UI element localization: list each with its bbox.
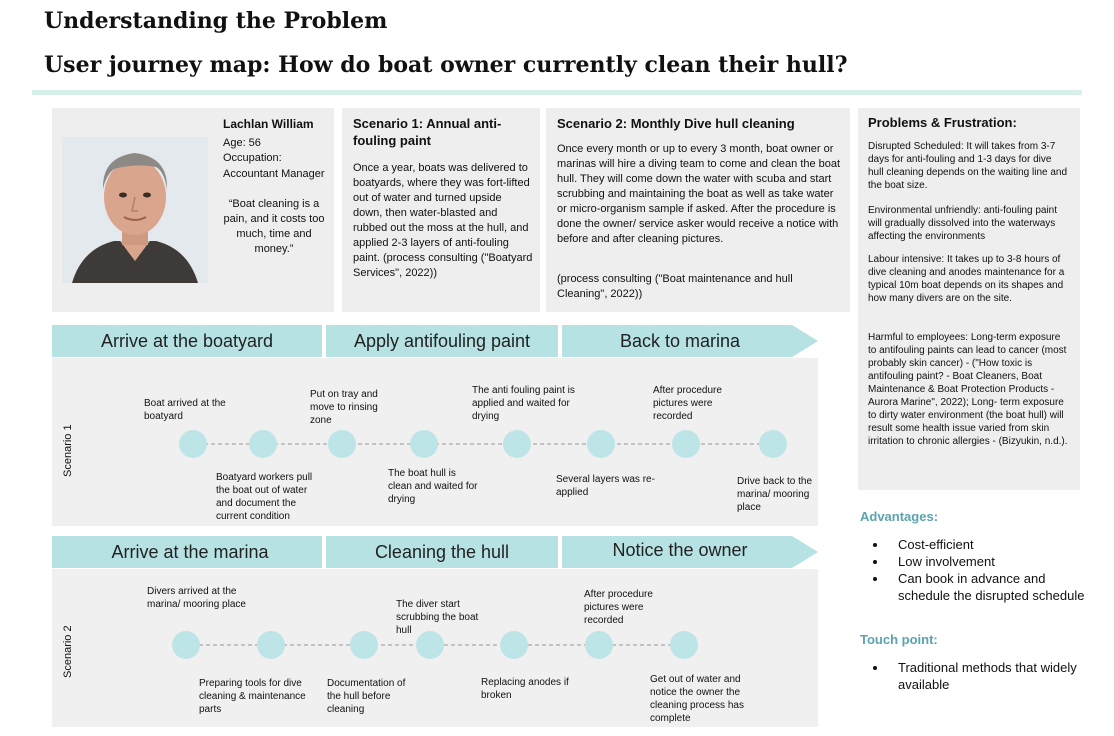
journey-node xyxy=(672,430,700,458)
journey-step: Several layers was re-applied xyxy=(556,474,655,498)
scenario2-body: Once every month or up to every 3 month, boat owner or marinas will hire a diving team to come and clean the boat hull. They will come down the water with scuba and start scrubbing and maintaining the boat as well as take water or micro-organism sample if asked. After the procedure is done the owner/ service asker would receive a notice with before and after cleaning pictures. xyxy=(557,143,841,245)
journey-step: Drive back to the marina/ mooring place xyxy=(737,476,813,513)
journey-node xyxy=(257,631,285,659)
journey1-phase-bar xyxy=(52,325,818,357)
journey-node xyxy=(670,631,698,659)
touchpoint-list xyxy=(868,659,1088,693)
page-subtitle: User journey map: How do boat owner currently clean their hull? xyxy=(44,52,848,78)
problem-item: Labour intensive: It takes up to 3-8 hours of dive cleaning and anodes maintenance for a typical 10m boat depends on its shapes and how many divers are on the site. xyxy=(868,254,1065,304)
journey-node xyxy=(587,430,615,458)
journey-step: The boat hull is clean and waited for drying xyxy=(388,468,478,505)
persona-occupation: Accountant Manager xyxy=(223,168,325,180)
scenario1-title: Scenario 1: Annual anti-fouling paint xyxy=(353,116,502,148)
touchpoint-title: Touch point: xyxy=(860,632,938,647)
journey-node xyxy=(503,430,531,458)
page-title: Understanding the Problem xyxy=(44,8,388,34)
advantage-item: • Cost-efficient xyxy=(888,536,1088,553)
phase-label: Notice the owner xyxy=(612,539,748,560)
journey-node xyxy=(500,631,528,659)
journey-step: Preparing tools for dive cleaning & maintenance parts xyxy=(199,678,306,715)
problems-title: Problems & Frustration: xyxy=(868,115,1017,130)
persona-age: Age: 56 xyxy=(223,137,261,149)
phase-label: Cleaning the hull xyxy=(374,541,510,562)
advantages-title: Advantages: xyxy=(860,509,939,524)
scenario2-title: Scenario 2: Monthly Dive hull cleaning xyxy=(557,116,795,131)
journey2-label: Scenario 2 xyxy=(62,625,74,678)
phase-label: Arrive at the boatyard xyxy=(100,330,274,351)
persona-photo xyxy=(62,137,208,283)
phase-label: Apply antifouling paint xyxy=(353,330,531,351)
journey-node xyxy=(585,631,613,659)
scenario1-body: Once a year, boats was delivered to boatyards, where they was fort-lifted out of water and turned upside down, then water-blasted and rubbed out the moss at the hull, and applied 2-3 layers of anti-fouling paint. (process consulting ("Boatyard Services", 2022)) xyxy=(353,162,533,279)
advantages-list xyxy=(868,536,1088,604)
journey-node xyxy=(328,430,356,458)
advantage-item: • Can book in advance and schedule the disrupted schedule xyxy=(888,570,1088,604)
journey-node xyxy=(249,430,277,458)
persona-name: Lachlan William xyxy=(223,117,314,131)
journey-step: Boatyard workers pull the boat out of water and document the current condition xyxy=(216,472,313,522)
problem-item: Harmful to employees: Long-term exposure to antifouling paints can lead to cancer (most probably skin cancer) - ("How toxic is antifouling paint? - Boat Cleaners, Boat Maintenance & Boat Protection Products - Aurora Marine", 2022); Long- term exposure to dirty water environment (the boat hull) will result some health issue varied from skin irritation to chronic allergies - (Bizyukin, n.d.). xyxy=(868,332,1068,447)
journey-step: After procedure pictures were recorded xyxy=(584,589,653,626)
scenario2-citation: (process consulting ("Boat maintenance and hull Cleaning", 2022)) xyxy=(557,273,793,300)
journey1-label: Scenario 1 xyxy=(62,424,74,477)
journey-step: The anti fouling paint is applied and waited for drying xyxy=(472,385,575,422)
journey-node xyxy=(759,430,787,458)
journey-step: Documentation of the hull before cleaning xyxy=(327,678,406,715)
persona-quote: “Boat cleaning is a pain, and it costs too much, time and money.” xyxy=(223,198,325,255)
journey-step: Get out of water and notice the owner the cleaning process has complete xyxy=(650,674,744,724)
journey-step: Boat arrived at the boatyard xyxy=(144,398,226,422)
phase-label: Arrive at the marina xyxy=(111,541,269,562)
problem-item: Environmental unfriendly: anti-fouling paint will gradually dissolved into the waterways affecting the environments xyxy=(868,205,1057,242)
journey-step: Replacing anodes if broken xyxy=(481,677,569,701)
journey-step: Divers arrived at the marina/ mooring place xyxy=(147,586,246,610)
phase-label: Back to marina xyxy=(619,330,741,351)
journey2-phase-bar xyxy=(52,536,818,568)
journey-node xyxy=(350,631,378,659)
journey-step: Put on tray and move to rinsing zone xyxy=(310,389,378,426)
advantage-item: • Low involvement xyxy=(888,553,1088,570)
journey-node xyxy=(410,430,438,458)
persona-occupation-label: Occupation: xyxy=(223,152,282,164)
problem-item: Disrupted Scheduled: It will takes from 3-7 days for anti-fouling and 1-3 days for dive hull cleaning depends on the waiting line and the boat size. xyxy=(868,141,1068,191)
journey-node xyxy=(172,631,200,659)
journey-step: After procedure pictures were recorded xyxy=(653,385,722,422)
journey-step: The diver start scrubbing the boat hull xyxy=(396,599,479,636)
touchpoint-item: • Traditional methods that widely available xyxy=(888,659,1088,693)
journey-node xyxy=(179,430,207,458)
header-divider xyxy=(32,90,1082,95)
